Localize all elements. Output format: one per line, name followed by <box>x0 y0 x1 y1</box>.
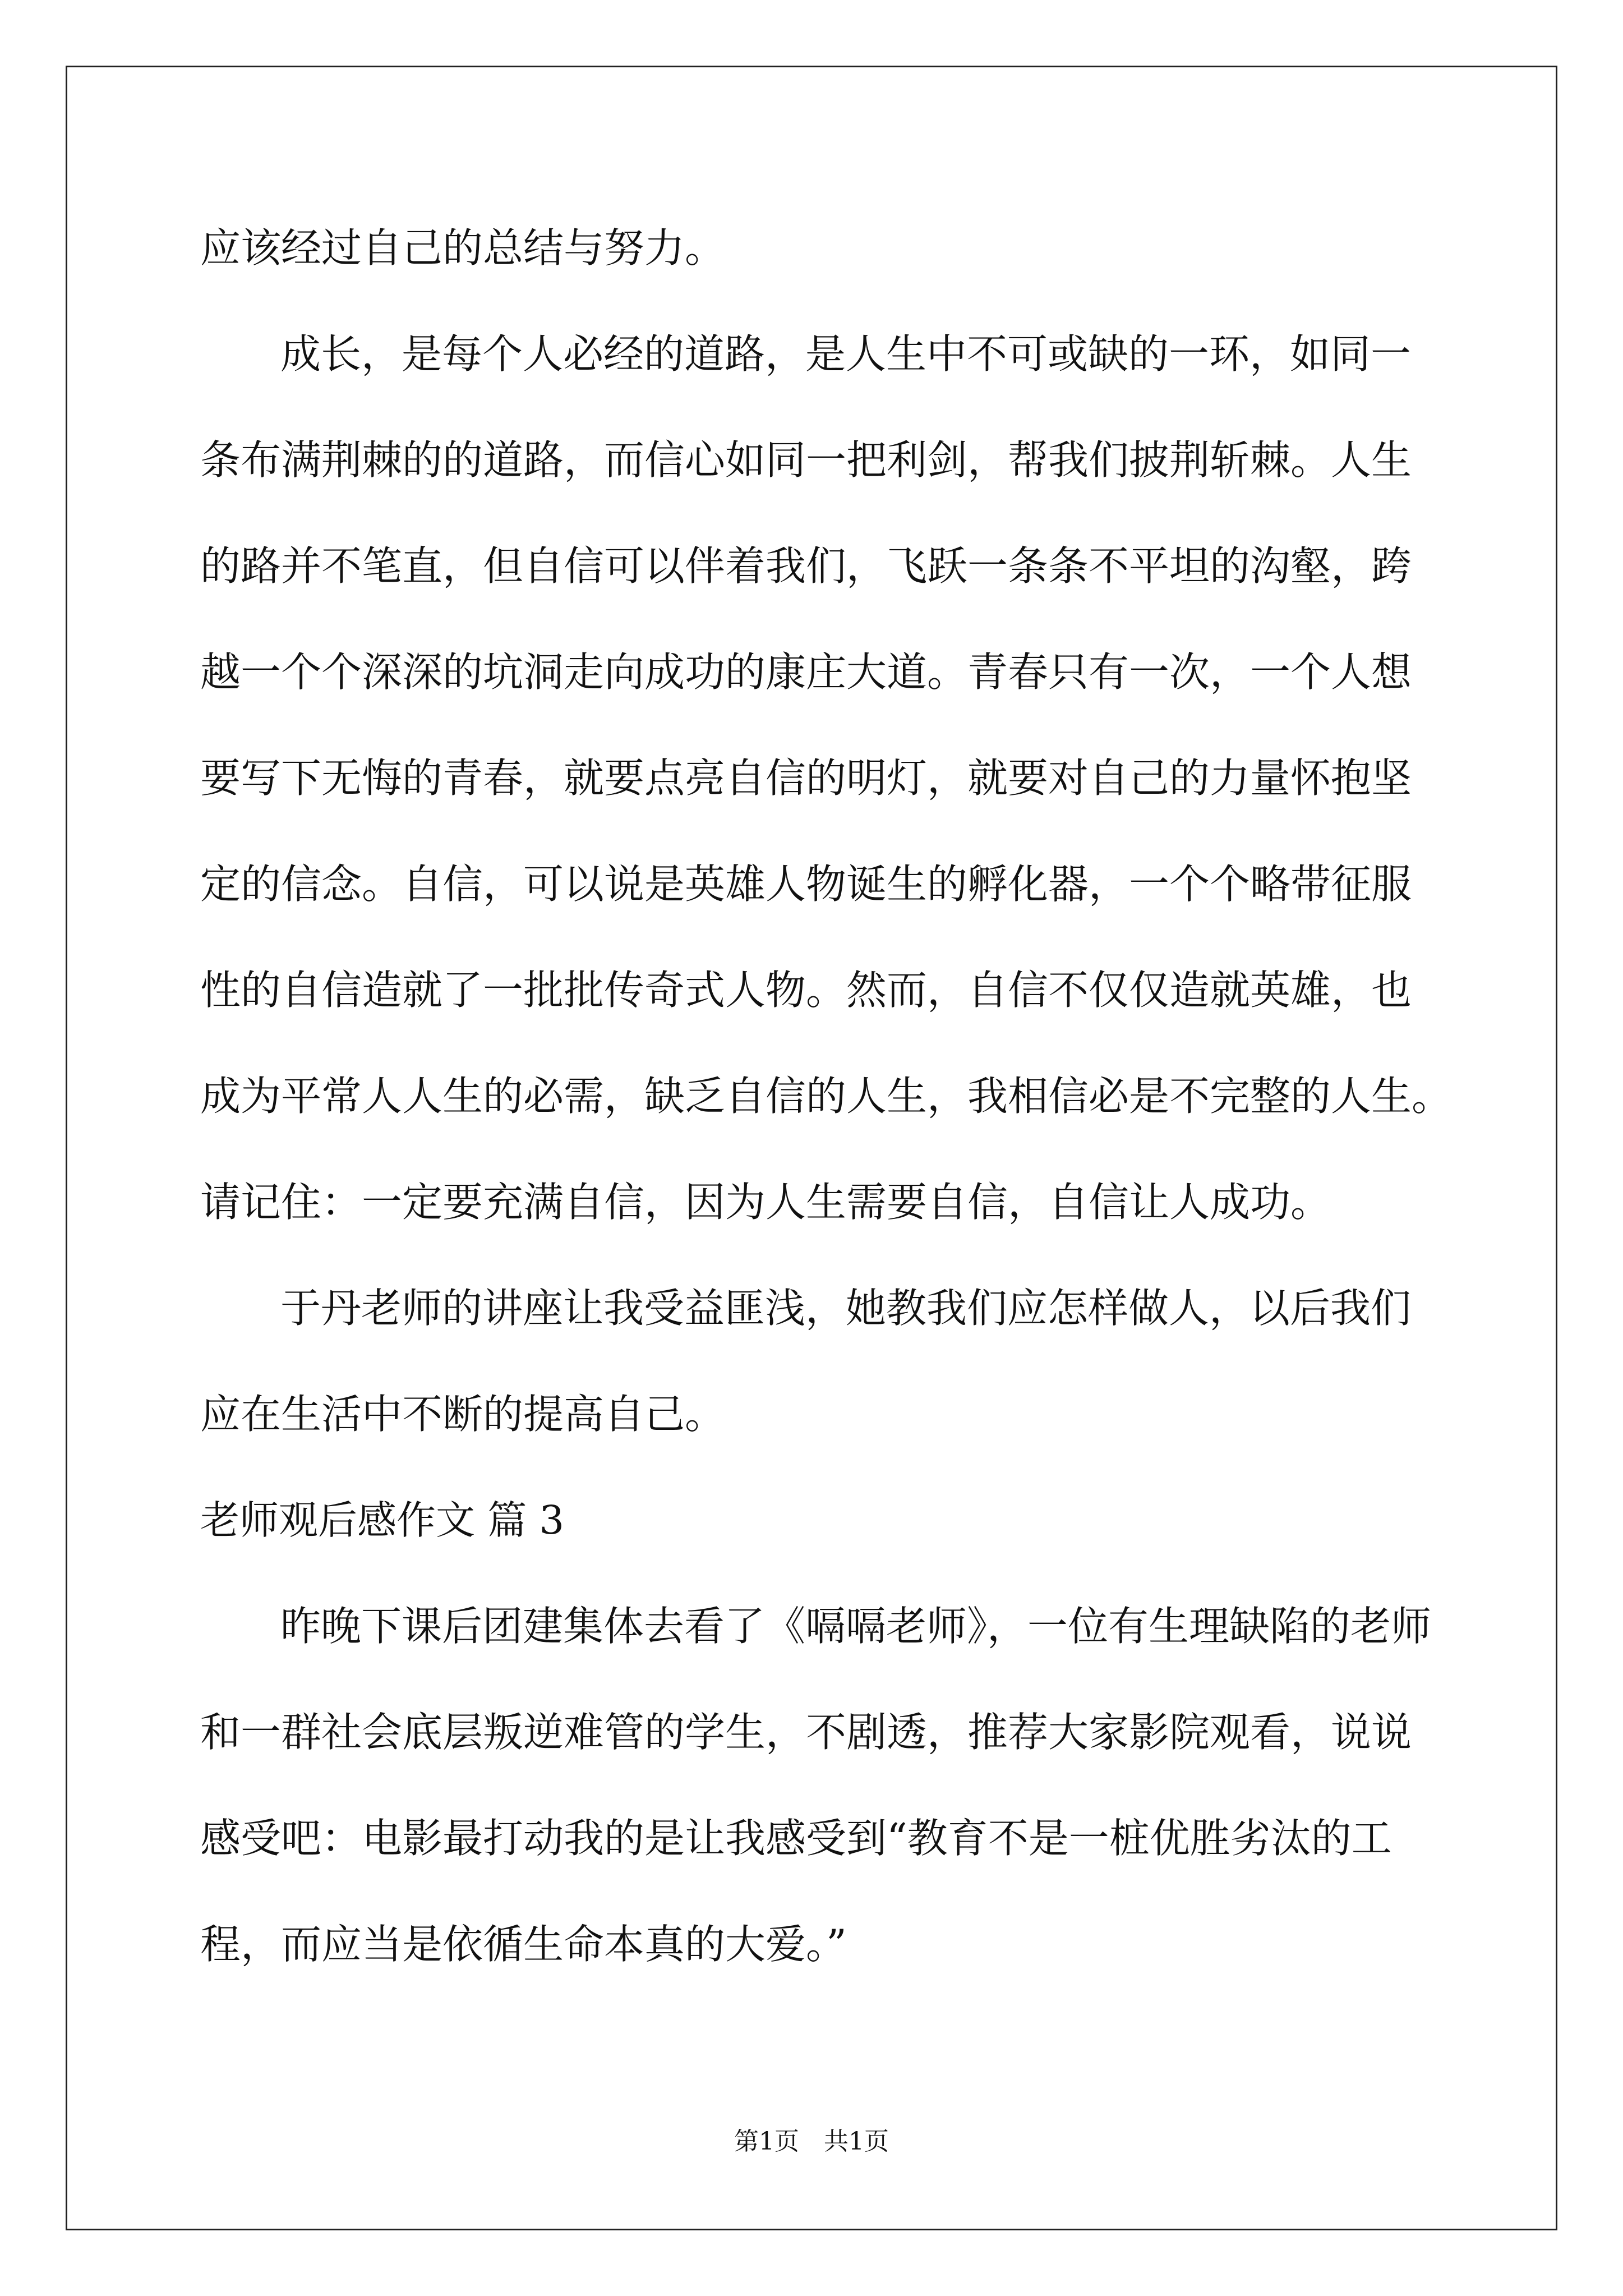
paragraph-line: 定的信念。自信，可以说是英雄人物诞生的孵化器，一个个略带征服 <box>200 861 1412 908</box>
paragraph-line: 应在生活中不断的提高自己。 <box>200 1391 726 1438</box>
paragraph-line: 越一个个深深的坑洞走向成功的康庄大道。青春只有一次，一个人想 <box>200 648 1412 696</box>
paragraph-line: 性的自信造就了一批批传奇式人物。然而，自信不仅仅造就英雄，也 <box>200 967 1412 1014</box>
paragraph-line: 请记住：一定要充满自信，因为人生需要自信，自信让人成功。 <box>200 1179 1331 1226</box>
paragraph-line: 于丹老师的讲座让我受益匪浅，她教我们应怎样做人，以后我们 <box>280 1285 1412 1332</box>
paragraph-line: 的路并不笔直，但自信可以伴着我们，飞跃一条条不平坦的沟壑，跨 <box>200 542 1412 590</box>
paragraph-line: 条布满荆棘的的道路，而信心如同一把利剑，帮我们披荆斩棘。人生 <box>200 436 1412 484</box>
page-footer: 第1页 共1页 <box>734 2127 889 2156</box>
paragraph-line: 感受吧：电影最打动我的是让我感受到“教育不是一桩优胜劣汰的工 <box>200 1815 1392 1862</box>
paragraph-line: 程，而应当是依循生命本真的大爱。” <box>200 1921 847 1968</box>
paragraph-line: 应该经过自己的总结与努力。 <box>200 224 726 272</box>
section-heading: 老师观后感作文 篇 3 <box>200 1497 565 1543</box>
page-border <box>66 66 1557 2230</box>
paragraph-line: 和一群社会底层叛逆难管的学生，不剧透，推荐大家影院观看，说说 <box>200 1709 1412 1756</box>
paragraph-line: 昨晚下课后团建集体去看了《嗝嗝老师》，一位有生理缺陷的老师 <box>280 1603 1432 1650</box>
paragraph-line: 成长，是每个人必经的道路，是人生中不可或缺的一环，如同一 <box>280 330 1412 378</box>
paragraph-line: 成为平常人人生的必需，缺乏自信的人生，我相信必是不完整的人生。 <box>200 1073 1453 1120</box>
paragraph-line: 要写下无悔的青春，就要点亮自信的明灯，就要对自己的力量怀抱坚 <box>200 754 1412 802</box>
